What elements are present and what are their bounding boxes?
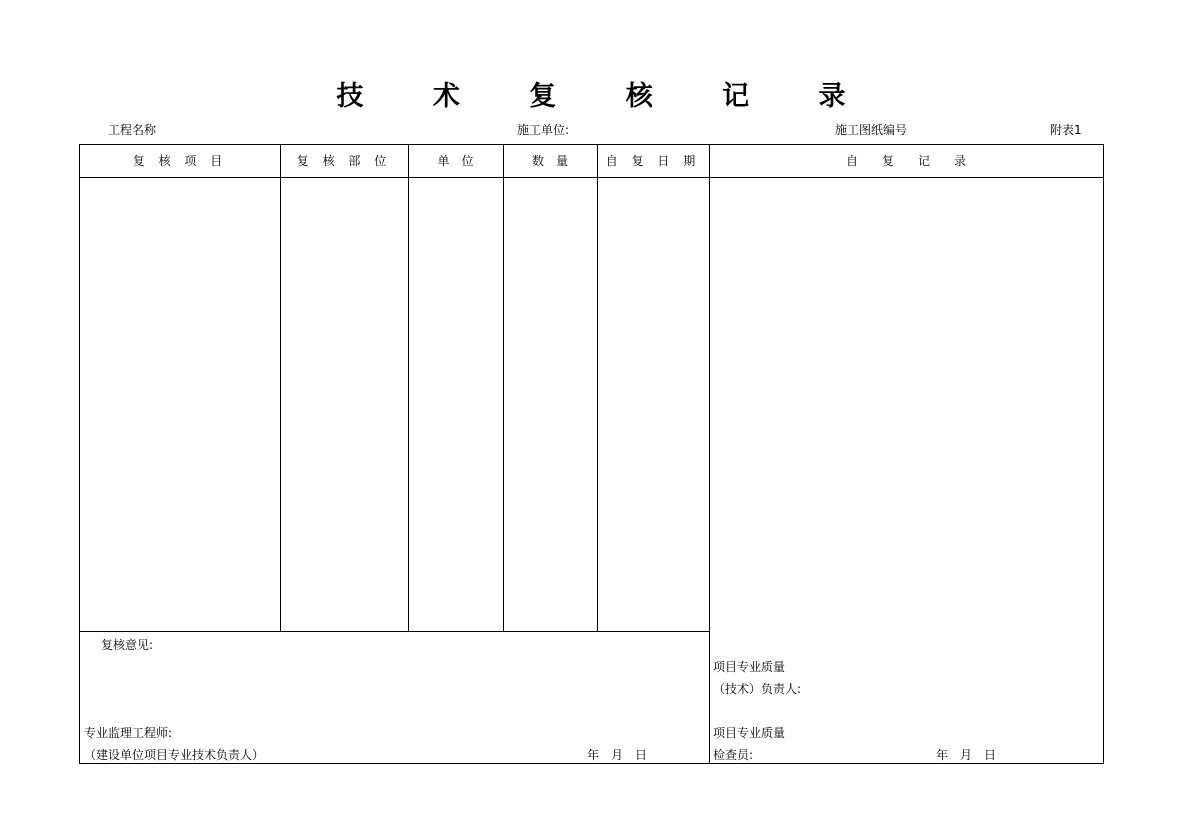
document-title: 技 术 复 核 记 录 [336, 81, 876, 112]
review-opinion-label: 复核意见: [101, 638, 154, 652]
record-table [79, 144, 1104, 764]
header-self-check-date: 自 复 日 期 [605, 154, 701, 168]
header-unit: 单 位 [437, 154, 474, 168]
column-divider [709, 145, 710, 763]
inspector-line2: 检查员: [713, 748, 754, 762]
supervisor-label: 专业监理工程师: [84, 726, 173, 740]
construction-unit-label: 施工单位: [517, 123, 570, 137]
review-date-label: 年 月 日 [587, 748, 648, 762]
column-divider [280, 145, 281, 631]
column-divider [503, 145, 504, 631]
column-divider [408, 145, 409, 631]
column-divider [597, 145, 598, 631]
attachment-label: 附表1 [1050, 123, 1082, 137]
tech-lead-line2: （技术）负责人: [713, 682, 802, 696]
owner-rep-label: （建设单位项目专业技术负责人） [84, 748, 265, 762]
header-self-check-record: 自 复 记 录 [845, 154, 966, 168]
header-review-location: 复 核 部 位 [296, 154, 392, 168]
drawing-number-label: 施工图纸编号 [835, 123, 908, 137]
header-divider [80, 177, 1103, 178]
review-divider [80, 631, 709, 632]
header-review-item: 复 核 项 目 [132, 154, 228, 168]
quality-date-label: 年 月 日 [936, 748, 997, 762]
header-quantity: 数 量 [531, 154, 568, 168]
project-name-label: 工程名称 [108, 123, 157, 137]
tech-lead-line1: 项目专业质量 [713, 660, 786, 674]
inspector-line1: 项目专业质量 [713, 726, 786, 740]
